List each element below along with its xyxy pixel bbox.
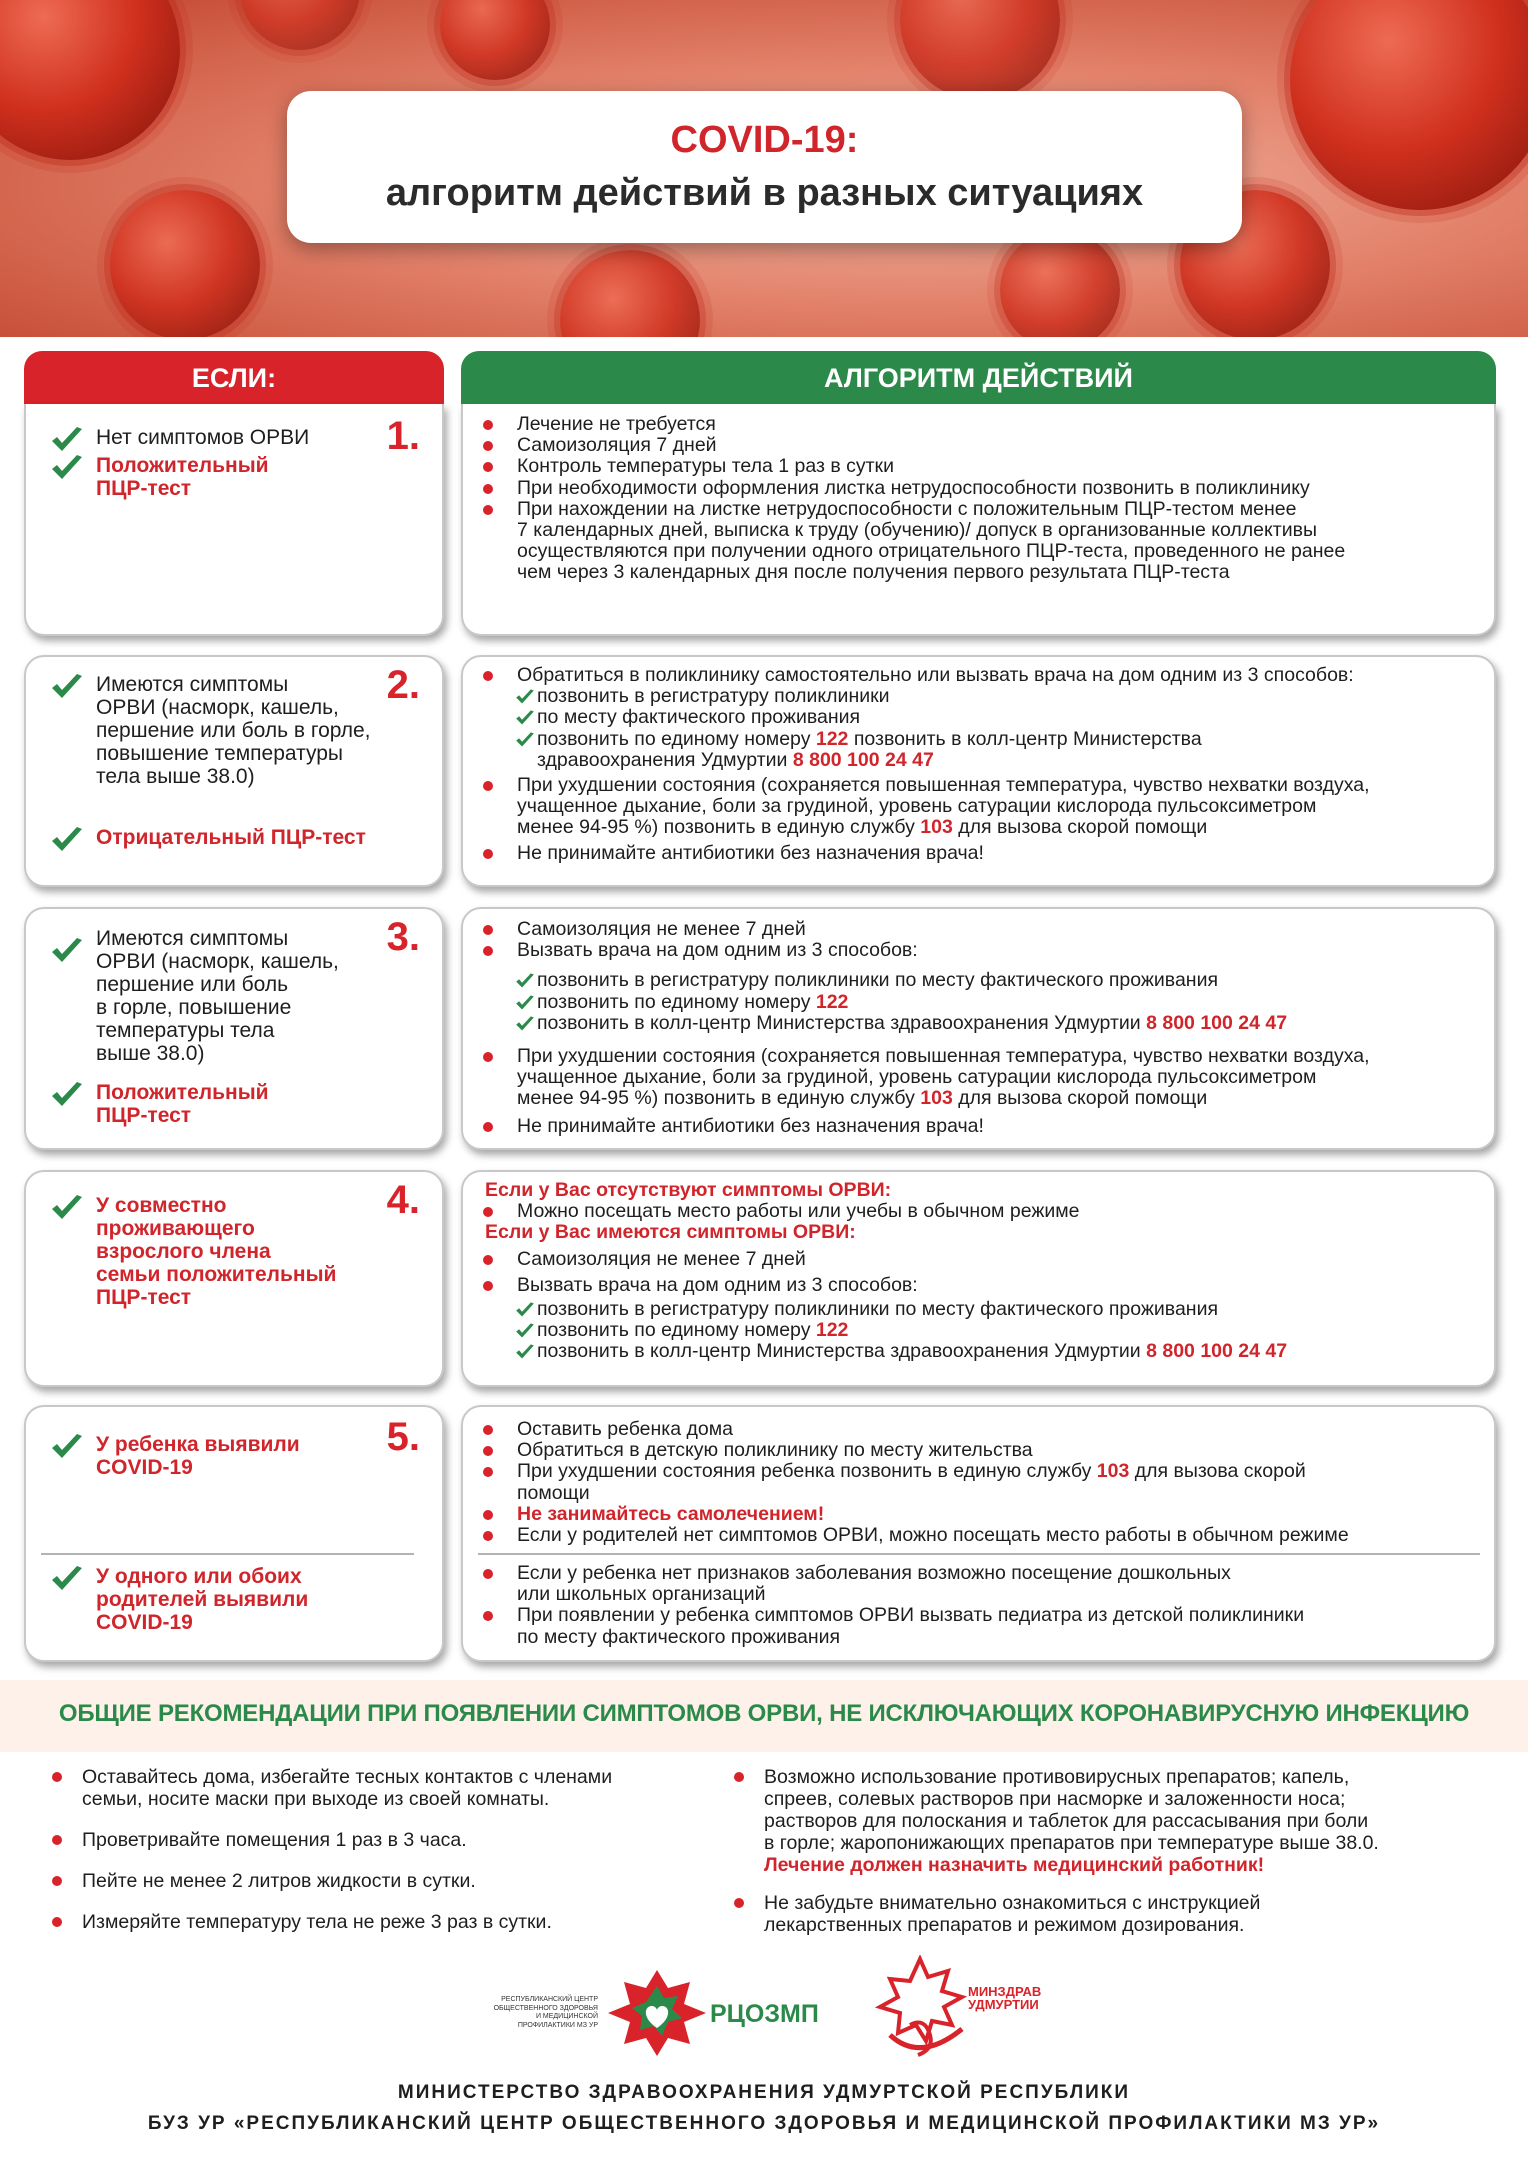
condition-text: У совместно проживающего взрослого члена семьи положительный ПЦР-тест (96, 1194, 337, 1309)
check-icon (50, 454, 84, 482)
list-item: Вызвать врача на дом одним из 3 способов: (479, 940, 1482, 961)
list-item: по месту фактического проживания (479, 707, 1482, 728)
page-subtitle: алгоритм действий в разных ситуациях (385, 172, 1144, 214)
action-list (479, 1419, 1482, 1546)
minzdrav-emblem-icon (870, 1955, 980, 2065)
condition-text: Положительный (96, 454, 269, 477)
action-list (479, 1563, 1482, 1648)
condition-box-3: 3. Имеются симптомы ОРВИ (насморк, кашель, першение или боль в горле, повышение температуры тела выше 38.0) Положительный ПЦР-тест (24, 907, 444, 1150)
action-box-5 (461, 1405, 1496, 1662)
check-icon (50, 1081, 84, 1109)
recommendations-right-list (732, 1766, 1502, 1955)
list-item: позвонить по единому номеру 122 позвонить в колл-центр Министерства здравоохранения Удмуртии 8 800 100 24 47 (479, 729, 1482, 771)
list-item: Контроль температуры тела 1 раз в сутки (479, 456, 1482, 477)
row-number: 2. (386, 663, 420, 707)
check-icon (515, 1301, 535, 1319)
virus-image (1000, 230, 1120, 337)
list-item: При ухудшении состояния (сохраняется повышенная температура, чувство нехватки воздуха, учащенное дыхание, боли за грудиной, уровень сатурации кислорода пульсоксиметром менее 94-95 %) позвонить в единую службу 103 для вызова скорой помощи (479, 775, 1482, 839)
check-icon (515, 994, 535, 1012)
condition-text: Нет симптомов ОРВИ (96, 426, 310, 449)
list-item: Если у родителей нет симптомов ОРВИ, можно посещать место работы в обычном режиме (479, 1525, 1482, 1546)
condition-text: Отрицательный ПЦР-тест (96, 826, 366, 849)
condition-box-1 (24, 404, 444, 636)
recommendations-left-list (50, 1766, 710, 1952)
list-heading: Если у Вас отсутствуют симптомы ОРВИ: (485, 1179, 892, 1201)
action-box-3 (461, 907, 1496, 1150)
list-item: позвонить по единому номеру 122 (479, 1320, 1482, 1341)
recommendations-title: ОБЩИЕ РЕКОМЕНДАЦИИ ПРИ ПОЯВЛЕНИИ СИМПТОМОВ ОРВИ, НЕ ИСКЛЮЧАЮЩИХ КОРОНАВИРУСНУЮ ИНФЕКЦИЮ (58, 1700, 1470, 1727)
action-box-1 (461, 404, 1496, 636)
list-item: Не принимайте антибиотики без назначения врача! (479, 1116, 1482, 1137)
footer-line-2: БУЗ УР «РЕСПУБЛИКАНСКИЙ ЦЕНТР ОБЩЕСТВЕННОГО ЗДОРОВЬЯ И МЕДИЦИНСКОЙ ПРОФИЛАКТИКИ МЗ УР» (147, 2113, 1381, 2134)
list-item: Оставайтесь дома, избегайте тесных контактов с членами семьи, носите маски при выходе из своей комнаты. (50, 1766, 710, 1810)
rcozmp-emblem-icon (602, 1968, 712, 2058)
check-icon (50, 673, 84, 701)
check-icon (50, 1433, 84, 1461)
list-item: Не забудьте внимательно ознакомиться с инструкцией лекарственных препаратов и режимом дозирования. (732, 1892, 1502, 1936)
virus-image (1290, 0, 1528, 210)
row-number: 4. (386, 1178, 420, 1222)
row-number: 5. (386, 1415, 420, 1459)
list-item: При нахождении на листке нетрудоспособности с положительным ПЦР-тестом менее 7 календарных дней, выписка к труду (обучению)/ допуск в организованные коллективы осуществляются при получении одного отрицательного ПЦР-теста, проведенного не ранее чем через 3 календарных дня после получения первого результата ПЦР-теста (479, 499, 1482, 584)
row-number: 3. (386, 915, 420, 959)
check-icon (515, 1015, 535, 1033)
check-icon (515, 1322, 535, 1340)
list-item: Не занимайтесь самолечением! (479, 1504, 1482, 1525)
check-icon (515, 731, 535, 749)
action-box-4 (461, 1170, 1496, 1387)
list-item: Не принимайте антибиотики без назначения врача! (479, 843, 1482, 864)
list-item: Самоизоляция не менее 7 дней (479, 919, 1482, 940)
condition-box-2 (24, 655, 444, 887)
list-heading: Если у Вас имеются симптомы ОРВИ: (485, 1221, 856, 1244)
rcozmp-text: РЦОЗМП (710, 2000, 819, 2028)
list-item: Возможно использование противовирусных препаратов; капель, спреев, солевых растворов при насморке и заложенности носа; растворов для полоскания и таблеток для рассасывания при боли в горле; жаропонижающих препаратов при температуре выше 38.0. Лечение должен назначить медицинский работник! (732, 1766, 1502, 1876)
list-item: позвонить в колл-центр Министерства здравоохранения Удмуртии 8 800 100 24 47 (479, 1341, 1482, 1362)
list-item: Вызвать врача на дом одним из 3 способов: (479, 1275, 1482, 1296)
action-list (479, 665, 1482, 864)
minzdrav-logo: МИНЗДРАВ УДМУРТИИ (870, 1955, 1070, 2065)
divider (41, 1553, 414, 1555)
virus-hero-image (0, 0, 1528, 337)
list-item: Лечение не требуется (479, 414, 1482, 435)
list-item: При необходимости оформления листка нетрудоспособности позвонить в поликлинику (479, 478, 1482, 499)
list-item: Если у ребенка нет признаков заболевания возможно посещение дошкольных или школьных организаций (479, 1563, 1482, 1605)
check-icon (515, 1343, 535, 1361)
condition-text: У одного или обоих родителей выявили COVID-19 (96, 1565, 309, 1634)
list-item: При появлении у ребенка симптомов ОРВИ вызвать педиатра из детской поликлиники по месту фактического проживания (479, 1605, 1482, 1647)
list-item: Обратиться в поликлинику самостоятельно или вызвать врача на дом одним из 3 способов: (479, 665, 1482, 686)
list-item: позвонить по единому номеру 122 (479, 992, 1482, 1013)
action-box-2 (461, 655, 1496, 887)
condition-text: У ребенка выявили COVID-19 (96, 1433, 300, 1479)
virus-image (240, 0, 360, 50)
condition-box-4 (24, 1170, 444, 1387)
check-icon (50, 937, 84, 965)
virus-image (110, 190, 260, 337)
list-item: Самоизоляция не менее 7 дней (479, 1249, 1482, 1270)
list-item: Обратиться в детскую поликлинику по месту жительства (479, 1440, 1482, 1461)
list-item: При ухудшении состояния (сохраняется повышенная температура, чувство нехватки воздуха, учащенное дыхание, боли за грудиной, уровень сатурации кислорода пульсоксиметром менее 94-95 %) позвонить в единую службу 103 для вызова скорой помощи (479, 1046, 1482, 1110)
rcozmp-logo: РЕСПУБЛИКАНСКИЙ ЦЕНТР ОБЩЕСТВЕННОГО ЗДОРОВЬЯ И МЕДИЦИНСКОЙ ПРОФИЛАКТИКИ МЗ УР РЦОЗМП (488, 1960, 818, 2060)
list-item: При ухудшении состояния ребенка позвонить в единую службу 103 для вызова скорой помощи (479, 1461, 1482, 1503)
condition-text: ПЦР-тест (96, 477, 192, 500)
list-item: Пейте не менее 2 литров жидкости в сутки. (50, 1870, 710, 1892)
actions-header: АЛГОРИТМ ДЕЙСТВИЙ (461, 351, 1496, 406)
list-item: позвонить в регистратуру поликлиники по месту фактического проживания (479, 1299, 1482, 1320)
virus-image (560, 250, 700, 337)
list-item: Можно посещать место работы или учебы в обычном режиме (479, 1201, 1482, 1222)
divider (478, 1553, 1480, 1555)
check-icon (50, 826, 84, 854)
action-list (479, 414, 1482, 584)
virus-image (440, 0, 550, 80)
footer-line-1: МИНИСТЕРСТВО ЗДРАВООХРАНЕНИЯ УДМУРТСКОЙ РЕСПУБЛИКИ (397, 2082, 1131, 2103)
conditions-header: ЕСЛИ: (24, 351, 444, 406)
check-icon (50, 426, 84, 454)
list-item: позвонить в регистратуру поликлиники (479, 686, 1482, 707)
list-item: Оставить ребенка дома (479, 1419, 1482, 1440)
virus-image (0, 0, 180, 160)
check-icon (50, 1565, 84, 1593)
action-list (479, 1180, 1482, 1363)
action-list (479, 919, 1482, 1137)
list-item: позвонить в колл-центр Министерства здравоохранения Удмуртии 8 800 100 24 47 (479, 1013, 1482, 1034)
page-title: COVID-19: (670, 119, 859, 161)
check-icon (515, 709, 535, 727)
condition-text: Имеются симптомы ОРВИ (насморк, кашель, першение или боль в горле, повышение температуры тела выше 38.0) (96, 927, 339, 1065)
list-item: Измеряйте температуру тела не реже 3 раз в сутки. (50, 1911, 710, 1933)
check-icon (515, 972, 535, 990)
list-item: Самоизоляция 7 дней (479, 435, 1482, 456)
check-icon (515, 688, 535, 706)
title-card (287, 91, 1242, 243)
check-icon (50, 1194, 84, 1222)
condition-text: Имеются симптомы ОРВИ (насморк, кашель, першение или боль в горле, повышение температуры тела выше 38.0) (96, 673, 371, 788)
condition-box-5 (24, 1405, 444, 1662)
list-item: Проветривайте помещения 1 раз в 3 часа. (50, 1829, 710, 1851)
row-number: 1. (386, 414, 420, 458)
virus-image (900, 0, 1060, 100)
list-item: позвонить в регистратуру поликлиники по месту фактического проживания (479, 970, 1482, 991)
